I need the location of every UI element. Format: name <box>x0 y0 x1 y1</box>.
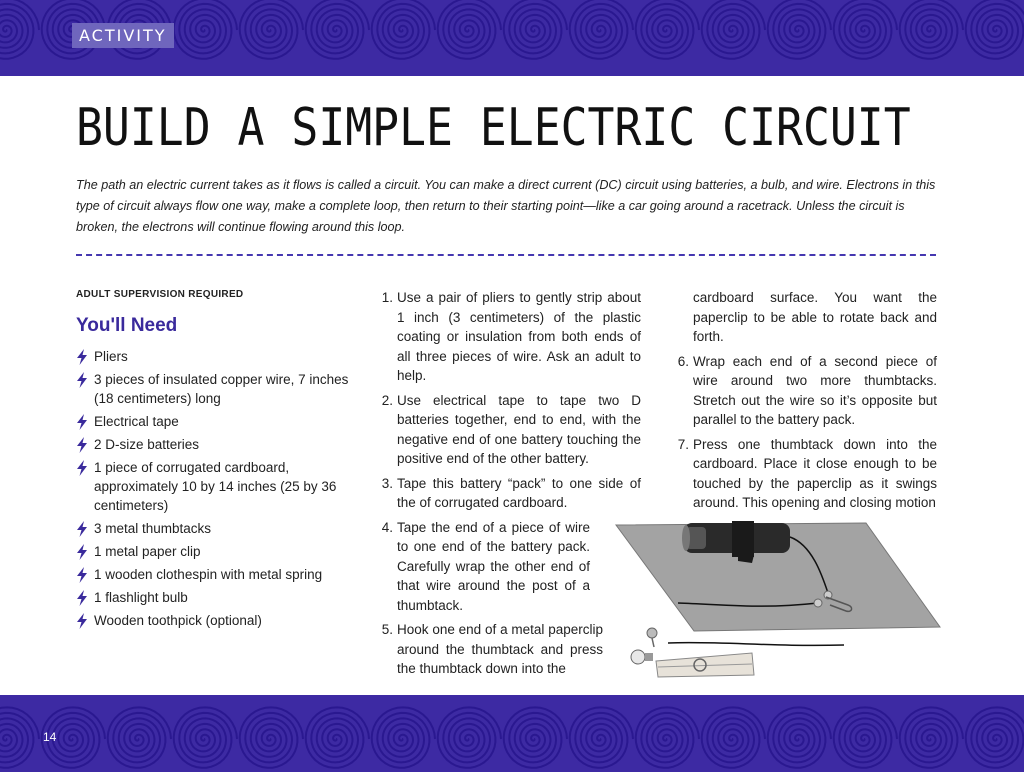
spiral-decoration <box>306 0 369 59</box>
step-number: 6. <box>677 353 689 369</box>
step-item <box>677 352 937 430</box>
lightning-bolt-icon <box>76 544 88 560</box>
lightning-bolt-icon <box>76 590 88 606</box>
material-text: 2 D-size batteries <box>94 437 200 452</box>
step-number: 1. <box>381 290 393 305</box>
step-text: Use electrical tape to tape two D batteries together, end to end, with the negative end of one battery touching the positive end of the other battery. <box>397 392 641 466</box>
material-text: Electrical tape <box>94 414 179 429</box>
material-text: 1 piece of corrugated cardboard, approximately 10 by 14 inches (25 by 36 centimeters) <box>94 460 337 513</box>
list-item <box>76 370 366 408</box>
material-text: 1 wooden clothespin with metal spring <box>94 567 323 582</box>
spiral-decoration <box>834 707 897 767</box>
spiral-decoration <box>240 707 303 767</box>
material-text: 3 metal thumbtacks <box>94 521 212 536</box>
lightning-bolt-icon <box>76 460 88 476</box>
step-item <box>381 391 641 469</box>
list-item <box>76 611 366 630</box>
material-text: 1 metal paper clip <box>94 544 201 559</box>
spiral-decoration <box>174 0 237 59</box>
step-text: Tape this battery “pack” to one side of the of corrugated cardboard. <box>397 475 641 510</box>
material-text: Wooden toothpick (optional) <box>94 613 262 628</box>
list-item <box>76 435 366 454</box>
step-text: Press one thumbtack down into the cardboard. Place it close enough to be touched by the paperclip as it swings around. This opening and closing motion <box>693 436 937 510</box>
spiral-decoration <box>372 707 435 767</box>
list-item <box>76 458 366 515</box>
step-text: Wrap each end of a second piece of wire around two more thumbtacks. Stretch out the wire so it’s opposite but parallel to the battery pack. <box>693 353 937 427</box>
step-text: Use a pair of pliers to gently strip about 1 inch (3 centimeters) of the plastic coating or insulation from both ends of all three pieces of wire. Ask an adult to help. <box>397 290 641 383</box>
flashlight-bulb <box>631 650 645 664</box>
footer-band <box>0 695 1024 772</box>
step-number: 7. <box>677 436 689 452</box>
spiral-decoration <box>834 0 897 59</box>
spiral-decoration <box>570 707 633 767</box>
material-text: Pliers <box>94 349 128 364</box>
step-item <box>381 474 641 513</box>
instructions-column-1 <box>381 288 641 684</box>
step-number: 4. <box>381 519 393 535</box>
spiral-decoration <box>504 707 567 767</box>
step-number: 5. <box>381 622 393 637</box>
step-item <box>381 288 641 386</box>
spiral-decoration <box>966 0 1024 59</box>
spiral-decoration <box>636 0 699 59</box>
step-item <box>381 620 603 679</box>
list-item <box>76 519 366 538</box>
instructions-column-2 <box>677 288 937 518</box>
lightning-bolt-icon <box>76 372 88 388</box>
step-item <box>677 435 937 513</box>
circuit-illustration <box>612 515 944 685</box>
thumbtack <box>647 628 657 638</box>
list-item <box>76 347 366 366</box>
lightning-bolt-icon <box>76 567 88 583</box>
step-text: Tape the end of a piece of wire to one end of the battery pack. Carefully wrap the other end of that wire around the post of a thumbtack. <box>397 519 590 613</box>
lightning-bolt-icon <box>76 414 88 430</box>
lightning-bolt-icon <box>76 437 88 453</box>
list-item <box>76 588 366 607</box>
spiral-decoration <box>702 0 765 59</box>
spiral-decoration <box>966 707 1024 767</box>
spiral-decoration <box>636 707 699 767</box>
thumbtack <box>814 599 822 607</box>
lightning-bolt-icon <box>76 349 88 365</box>
material-text: 1 flashlight bulb <box>94 590 188 605</box>
spiral-decoration <box>174 707 237 767</box>
lightning-bolt-icon <box>76 521 88 537</box>
spiral-decoration <box>306 707 369 767</box>
spiral-decoration <box>570 0 633 59</box>
step-text: Hook one end of a metal paperclip around the thumbtack and press the thumbtack down into the <box>397 622 603 676</box>
step-item <box>381 518 590 616</box>
spiral-decoration <box>768 0 831 59</box>
step-text: cardboard surface. You want the paperclip to be able to rotate back and forth. <box>693 290 937 344</box>
spiral-decoration <box>372 0 435 59</box>
spiral-decoration <box>0 707 39 767</box>
spiral-decoration <box>504 0 567 59</box>
page-number: 14 <box>43 730 57 744</box>
spiral-decoration <box>702 707 765 767</box>
materials-heading: You'll Need <box>76 315 178 336</box>
header-band <box>0 0 1024 76</box>
spiral-decoration <box>438 707 501 767</box>
list-item <box>76 412 366 431</box>
materials-list <box>76 347 366 634</box>
page-title: BUILD A SIMPLE ELECTRIC CIRCUIT <box>76 98 911 158</box>
list-item <box>76 565 366 584</box>
loose-wire <box>668 643 844 646</box>
spiral-decoration <box>438 0 501 59</box>
dashed-divider <box>76 254 936 256</box>
lightning-bolt-icon <box>76 613 88 629</box>
step-number: 3. <box>381 475 393 491</box>
intro-paragraph: The path an electric current takes as it flows is called a circuit. You can make a direct current (DC) circuit using batteries, a bulb, and wire. Electrons in this type of circuit always flow one way, make a complete loop, then return to their starting point—like a car going around a racetrack. Unless the circuit is broken, the electrons will continue flowing around this loop. <box>76 178 936 234</box>
spiral-decoration <box>900 707 963 767</box>
list-item <box>76 542 366 561</box>
spiral-decoration <box>768 707 831 767</box>
spiral-decoration <box>900 0 963 59</box>
spiral-decoration <box>240 0 303 59</box>
step-number: 2. <box>381 392 393 408</box>
spiral-decoration <box>108 707 171 767</box>
material-text: 3 pieces of insulated copper wire, 7 inches (18 centimeters) long <box>94 372 349 406</box>
spiral-decoration <box>0 0 39 59</box>
spiral-pattern <box>0 695 1024 772</box>
adult-supervision-note: ADULT SUPERVISION REQUIRED <box>76 289 244 300</box>
step-item <box>693 288 937 347</box>
activity-tag: ACTIVITY <box>72 23 174 48</box>
